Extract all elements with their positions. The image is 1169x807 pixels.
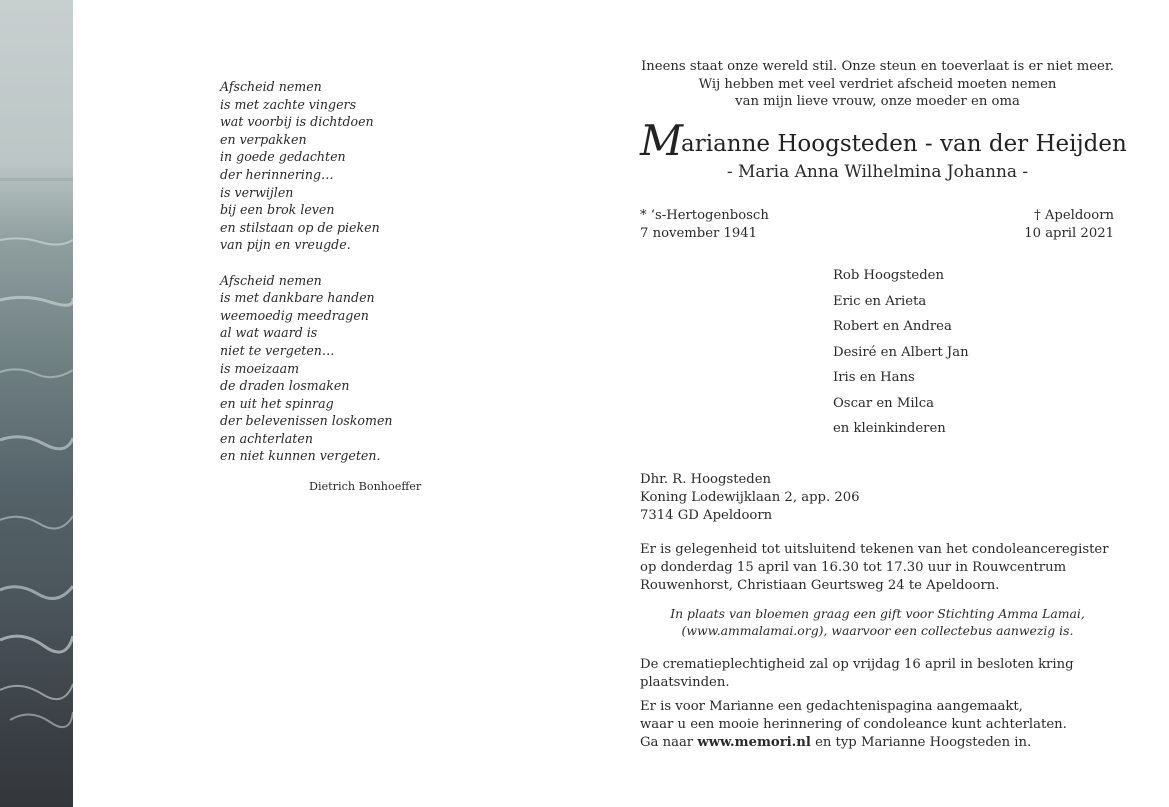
- family-member: en kleinkinderen: [833, 421, 946, 436]
- family-member: Desiré en Albert Jan: [833, 344, 969, 360]
- cremation-paragraph: [640, 656, 1074, 692]
- memori-text: Ga naar: [640, 734, 698, 750]
- flowers-line: In plaats van bloemen graag een gift voor Stichting Amma Lamai,: [670, 606, 1085, 621]
- condolence-line: Er is gelegenheid tot uitsluitend tekenen van het condoleanceregister: [640, 542, 1109, 557]
- address-line: Koning Lodewijklaan 2, app. 206: [640, 489, 860, 505]
- memori-line: waar u een mooie herinnering of condoleance kunt achterlaten.: [640, 716, 1067, 732]
- poem-line: is verwijlen: [220, 184, 294, 200]
- memori-paragraph: [640, 698, 1067, 751]
- poem-stanza-1: [220, 78, 393, 254]
- sea-photo: [0, 0, 73, 807]
- family-member: Rob Hoogsteden: [833, 268, 944, 283]
- poem: [220, 78, 393, 483]
- cremation-line: De crematieplechtigheid zal op vrijdag 16 april in besloten kring: [640, 657, 1074, 672]
- poem-line: der herinnering…: [220, 166, 334, 182]
- poem-line: weemoedig meedragen: [220, 307, 369, 323]
- poem-line: is met dankbare handen: [220, 290, 375, 306]
- deceased-full-name: - Maria Anna Wilhelmina Johanna -: [726, 162, 1029, 182]
- poem-line: bij een brok leven: [220, 202, 335, 218]
- poem-line: en niet kunnen vergeten.: [220, 448, 381, 464]
- poem-line: en stilstaan op de pieken: [220, 219, 380, 235]
- intro-line: Wij hebben met veel verdriet afscheid moeten nemen: [698, 76, 1057, 92]
- address-line: 7314 GD Apeldoorn: [640, 507, 773, 523]
- poem-line: al wat waard is: [220, 325, 318, 341]
- poem-line: der belevenissen loskomen: [220, 413, 393, 429]
- birth-info: [640, 207, 769, 243]
- family-member: Iris en Hans: [833, 370, 915, 385]
- poem-line: en uit het spinrag: [220, 395, 334, 411]
- family-list: [833, 267, 969, 446]
- condolence-paragraph: [640, 541, 1109, 594]
- name-rest: arianne Hoogsteden - van der Heijden: [681, 131, 1127, 157]
- intro-text: [640, 58, 1115, 111]
- death-date: 10 april 2021: [1024, 226, 1114, 241]
- cremation-line: plaatsvinden.: [640, 674, 730, 690]
- intro-line: van mijn lieve vrouw, onze moeder en oma: [735, 94, 1020, 110]
- deceased-name: [640, 116, 1127, 165]
- condolence-line: op donderdag 15 april van 16.30 tot 17.30 uur in Rouwcentrum: [640, 559, 1067, 575]
- poem-author: Dietrich Bonhoeffer: [309, 480, 422, 493]
- poem-line: in goede gedachten: [220, 149, 346, 165]
- sea-waves-graphic: [0, 0, 73, 807]
- poem-line: niet te vergeten…: [220, 342, 335, 358]
- poem-line: Afscheid nemen: [220, 272, 322, 288]
- death-info: [1024, 207, 1114, 243]
- poem-line: is moeizaam: [220, 360, 300, 376]
- poem-line: is met zachte vingers: [220, 96, 357, 112]
- memori-line: Er is voor Marianne een gedachtenispagina aangemaakt,: [640, 699, 1023, 714]
- birth-date: 7 november 1941: [640, 226, 758, 241]
- family-member: Eric en Arieta: [833, 293, 927, 309]
- memori-text: en typ Marianne Hoogsteden in.: [810, 734, 1032, 750]
- flowers-line: (www.ammalamai.org), waarvoor een collectebus aanwezig is.: [681, 623, 1074, 638]
- poem-line: wat voorbij is dichtdoen: [220, 114, 374, 130]
- intro-line: Ineens staat onze wereld stil. Onze steun en toeverlaat is er niet meer.: [641, 59, 1114, 74]
- address-line: Dhr. R. Hoogsteden: [640, 472, 772, 487]
- correspondence-address: [640, 471, 860, 524]
- poem-line: Afscheid nemen: [220, 79, 322, 94]
- memori-line: [640, 734, 1067, 752]
- family-member: Oscar en Milca: [833, 395, 934, 411]
- death-place: † Apeldoorn: [1034, 208, 1114, 223]
- poem-stanza-2: [220, 272, 393, 466]
- poem-line: en achterlaten: [220, 430, 313, 446]
- flowers-note: [640, 605, 1115, 639]
- memori-link[interactable]: www.memori.nl: [697, 734, 811, 750]
- poem-line: van pijn en vreugde.: [220, 237, 351, 253]
- poem-line: en verpakken: [220, 131, 307, 147]
- family-member: Robert en Andrea: [833, 319, 952, 334]
- birth-place: * ‘s-Hertogenbosch: [640, 208, 769, 223]
- condolence-line: Rouwenhorst, Christiaan Geurtsweg 24 te Apeldoorn.: [640, 577, 1000, 593]
- poem-line: de draden losmaken: [220, 378, 350, 394]
- name-initial: M: [640, 116, 682, 165]
